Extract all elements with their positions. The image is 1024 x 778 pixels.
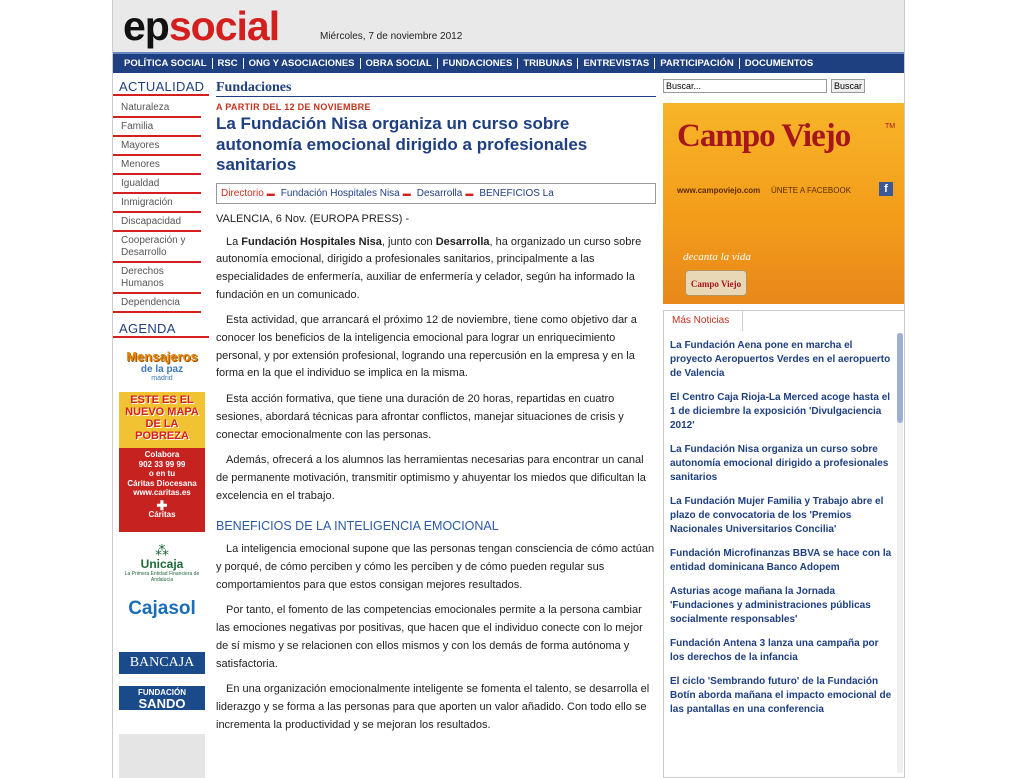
mensajeros-line3: madrid [151,375,173,382]
p1-e: , ha organizado un curso sobre autonomía emocional, dirigido a profesionales sanitarios, principalmente a las especialidades de enfermería, auxiliar de enfermería y celador, según ha informado la fundación en un comunicado. [216,235,642,301]
nav-fundaciones[interactable]: FUNDACIONES [438,58,519,69]
mapa-line: POBREZA [135,430,189,442]
article-subhead: BENEFICIOS DE LA INTELIGENCIA EMOCIONAL [216,519,499,534]
mensajeros-line2: de la paz [140,364,184,375]
news-item[interactable]: La Fundación Nisa organiza un curso sobre autonomía emocional dirigido a profesionales sanitarios [670,444,889,483]
unicaja-mark-icon: ⁂ [155,542,169,558]
actualidad-heading: ACTUALIDAD [113,78,209,96]
mapa-line: NUEVO MAPA [125,406,199,418]
sando-big: SANDO [138,696,186,711]
banner-placeholder [119,734,205,778]
news-item[interactable]: Fundación Antena 3 lanza una campaña por los derechos de la infancia [670,638,879,663]
nav-rsc[interactable]: RSC [213,58,244,69]
campo-viejo-ad[interactable] [663,103,905,304]
cork-icon [685,270,747,296]
nav-tribunas[interactable]: TRIBUNAS [518,58,578,69]
caritas-ad[interactable] [119,448,205,532]
nav-documentos[interactable]: DOCUMENTOS [744,58,814,69]
news-list [670,339,894,727]
paragraph: Esta acción formativa, que tiene una duración de 20 horas, repartidas en cuatro sesiones, abordará técnicas para afrontar conflictos, manejar situaciones de crisis y conectar emocionalmente con las personas. [216,393,624,441]
left-nav-item[interactable]: Naturaleza [113,99,201,118]
agenda-section [113,320,209,338]
breadcrumb-desarrolla[interactable]: Desarrolla [416,187,463,199]
caritas-line: Cáritas Diocesana [127,478,197,488]
nav-ong-asociaciones[interactable]: ONG Y ASOCIACIONES [244,58,361,69]
left-nav-item[interactable]: Dependencia [113,294,201,313]
left-nav-item[interactable]: Discapacidad [113,213,201,232]
paragraph: La inteligencia emocional supone que las personas tengan consciencia de cómo actúan y porqué, de cómo perciben y cómo les perciben y de cómo pueden regular sus comportamientos para que estos consigan mejores resultados. [216,543,655,591]
news-item[interactable]: La Fundación Aena pone en marcha el proyecto Aeropuertos Verdes en el aeropuerto de Valencia [670,340,891,379]
dateline: VALENCIA, 6 Nov. (EUROPA PRESS) - [216,212,410,225]
article-headline: La Fundación Nisa organiza un curso sobre autonomía emocional dirigido a profesionales sanitarios [216,114,588,174]
logo-social: social [168,3,280,49]
mapa-line: DE LA [145,418,179,430]
unicaja-sub: La Primera Entidad Financiera de Andalucía [124,571,200,583]
caritas-line: 902 33 99 99 [138,459,186,469]
p1-c: , junto con [381,235,436,248]
site-header [113,0,905,52]
sando-small: FUNDACIÓN [138,688,186,697]
left-nav-item[interactable]: Igualdad [113,175,201,194]
caritas-brand: Cáritas [148,510,176,519]
search-button[interactable]: Buscar [831,79,865,93]
caritas-line: Colabora [144,450,180,459]
mapa-pobreza-ad[interactable] [119,392,205,448]
facebook-icon: f [879,182,893,196]
actualidad-list [113,99,209,313]
unicaja-name: Unicaja [140,557,184,571]
bancaja-logo[interactable]: BANCAJA [119,652,205,674]
news-scrollbar[interactable] [897,333,903,773]
nav-entrevistas[interactable]: ENTREVISTAS [578,58,655,69]
breadcrumb-separator: ▬ [402,188,411,198]
section-title[interactable]: Fundaciones [216,78,656,97]
news-item[interactable]: El ciclo 'Sembrando futuro' de la Fundación Botín aborda mañana el impacto emocional de las pantallas en una conferencia [670,676,892,715]
search-bar [663,78,905,94]
main-nav [113,52,905,73]
caritas-line: o en tu [148,469,176,478]
p1-partner: Desarrolla [435,235,490,248]
news-item[interactable]: Fundación Microfinanzas BBVA se hace con la entidad dominicana Banco Adopem [670,548,892,573]
trademark-mark: TM [885,123,896,130]
header-date: Miércoles, 7 de noviembre 2012 [320,31,463,42]
mensajeros-ad[interactable] [119,350,205,392]
paragraph: Esta actividad, que arrancará el próximo 12 de noviembre, tiene como objetivo dar a conocer los beneficios de la inteligencia emocional para lograr un enriquecimiento personal, y por extensión profesional, logrando una repercusión en la empresa y en la forma en la que el individuo se implica en la misma. [216,314,637,380]
agenda-heading: AGENDA [113,320,209,338]
breadcrumb-separator: ▬ [266,188,275,198]
breadcrumb-directorio[interactable]: Directorio [221,187,264,199]
p1-org: Fundación Hospitales Nisa [241,235,382,248]
caritas-cross-icon: ✚ [156,497,168,513]
breadcrumb [216,183,656,204]
logo-ep: ep [123,3,169,49]
left-nav-item[interactable]: Inmigración [113,194,201,213]
news-item[interactable]: Asturias acoge mañana la Jornada 'Fundaciones y administraciones públicas socialmente responsables' [670,586,871,625]
right-column [663,78,905,715]
search-input[interactable] [663,79,827,93]
mas-noticias-box [663,310,905,778]
campo-viejo-brand: Campo Viejo [677,118,851,154]
scrollbar-thumb[interactable] [897,333,903,423]
left-nav-item[interactable]: Mayores [113,137,201,156]
paragraph: En una organización emocionalmente inteligente se fomenta el talento, se desarrolla el liderazgo y se forma a las personas para que aporten un valor añadido. Con todo ello se incrementa la productividad y se mejoran los resultados. [216,683,650,731]
left-column [113,78,209,313]
nav-obra-social[interactable]: OBRA SOCIAL [361,58,438,69]
mensajeros-line1: Mensajeros [126,349,198,364]
article [216,78,656,734]
unicaja-logo[interactable] [119,542,205,583]
nav-politica-social[interactable]: POLÍTICA SOCIAL [119,58,213,69]
article-kicker: A PARTIR DEL 12 DE NOVIEMBRE [216,102,371,112]
news-item[interactable]: El Centro Caja Rioja-La Merced acoge hasta el 1 de diciembre la exposición 'Divulgaciencia 2012' [670,392,891,431]
left-nav-item[interactable]: Derechos Humanos [113,263,201,294]
p1-a: La [226,235,242,248]
left-nav-item[interactable]: Familia [113,118,201,137]
breadcrumb-fundacion[interactable]: Fundación Hospitales Nisa [280,187,400,199]
site-logo[interactable] [123,4,279,48]
fundacion-sando-logo[interactable] [119,686,205,710]
left-nav-item[interactable]: Cooperación y Desarrollo [113,232,201,263]
page-frame [112,0,905,778]
mapa-line: ESTE ES EL [130,394,194,406]
left-nav-item[interactable]: Menores [113,156,201,175]
cajasol-logo[interactable]: Cajasol [128,598,196,619]
caritas-line: www.caritas.es [133,488,191,497]
paragraph: Además, ofrecerá a los alumnos las herramientas necesarias para encontrar un canal de permanente motivación, transmitir optimismo y ahuyentar los miedos que dificultan la excelencia en el trabajo. [216,454,646,502]
paragraph: Por tanto, el fomento de las competencias emocionales permite a la persona cambiar las emociones negativas por positivas, que hacen que el individuo conecte con lo mejor de sí mismo y se relacionen con ellos mismos y con los demás de forma autónoma y satisfactoria. [216,604,643,670]
paragraph [216,234,656,305]
campo-viejo-url: www.campoviejo.com [677,186,761,195]
cork-label: Campo Viejo [690,279,742,289]
nav-participacion[interactable]: PARTICIPACIÓN [655,58,740,69]
news-item[interactable]: La Fundación Mujer Familia y Trabajo abre el plazo de convocatoria de los 'Premios Nacionales Universitarios Concilia' [670,496,884,535]
breadcrumb-separator: ▬ [465,188,474,198]
facebook-cta: ÚNETE A FACEBOOK [771,186,852,195]
breadcrumb-beneficios[interactable]: BENEFICIOS La [479,187,554,199]
mas-noticias-tab[interactable]: Más Noticias [663,310,743,331]
ad-slogan: decanta la vida [683,251,751,263]
